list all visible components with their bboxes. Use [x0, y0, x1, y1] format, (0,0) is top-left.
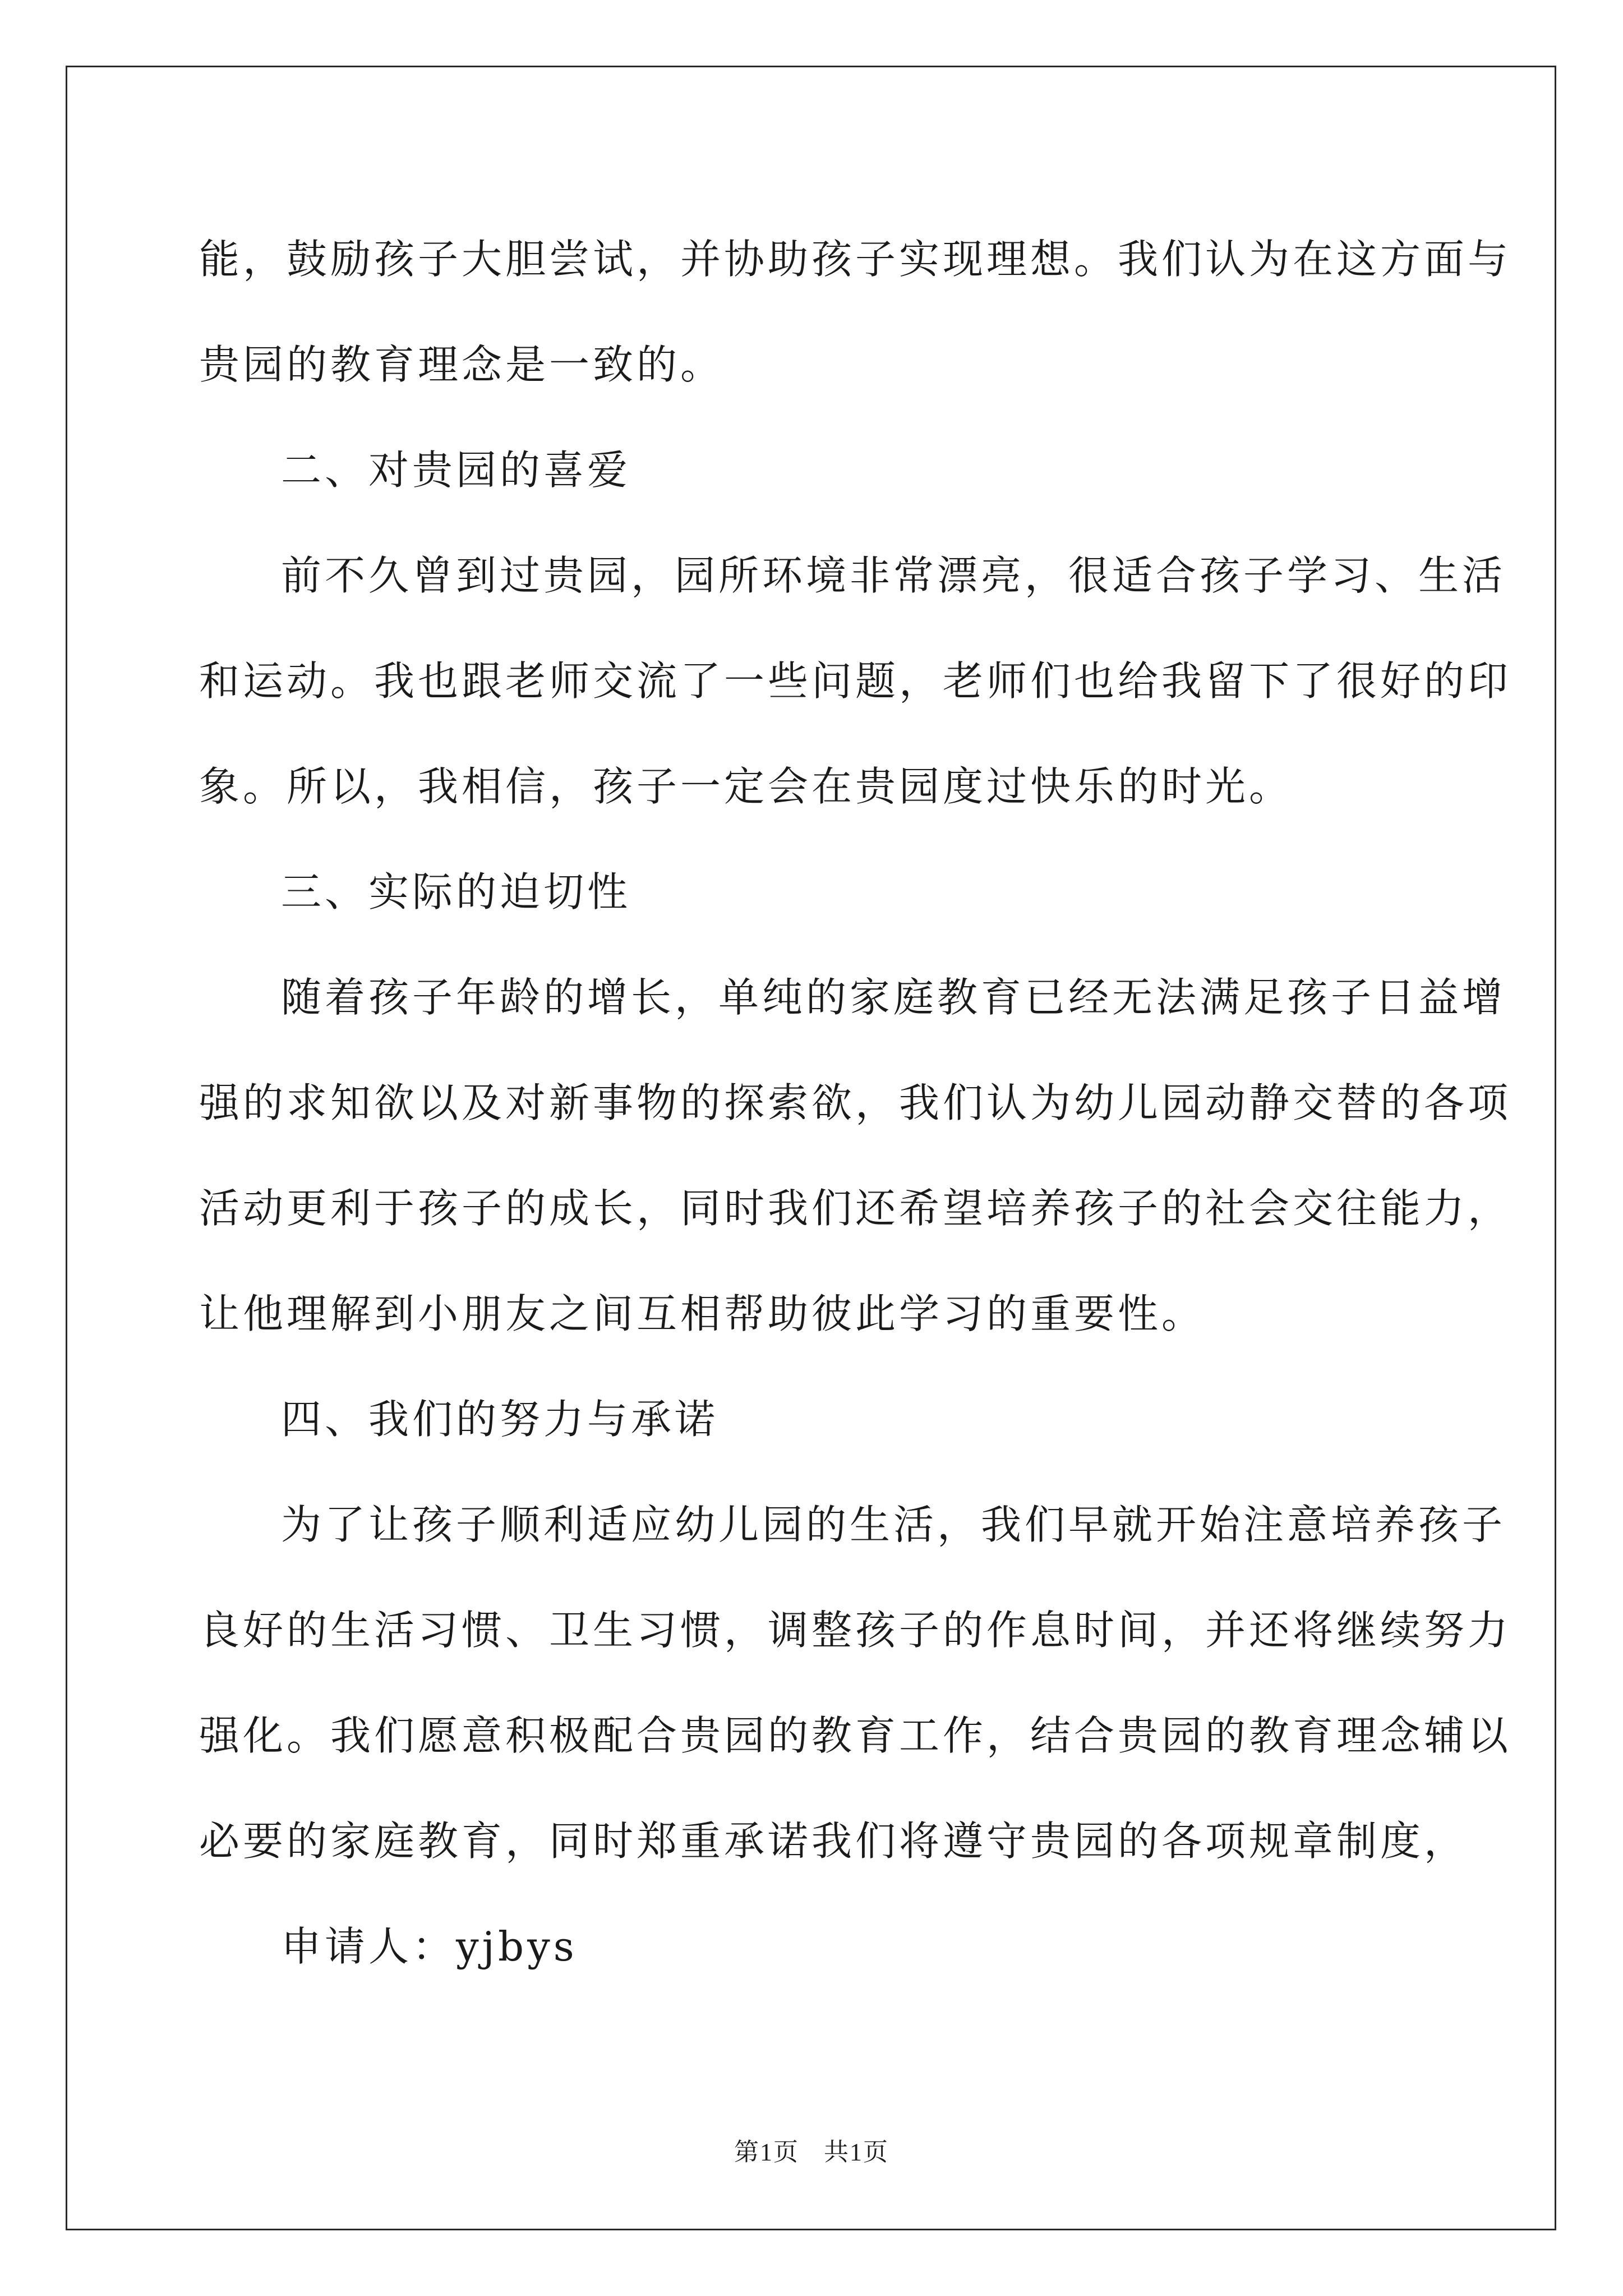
paragraph-line: 贵园的教育理念是一致的。 [199, 341, 725, 388]
section-heading-3: 三、实际的迫切性 [281, 868, 631, 915]
paragraph-line: 让他理解到小朋友之间互相帮助彼此学习的重要性。 [199, 1290, 1206, 1337]
paragraph-line: 随着孩子年龄的增长，单纯的家庭教育已经无法满足孩子日益增 [281, 974, 1506, 1021]
page-number-total: 共1页 [824, 2138, 889, 2166]
paragraph-line: 和运动。我也跟老师交流了一些问题，老师们也给我留下了很好的印 [199, 657, 1512, 705]
paragraph-line: 前不久曾到过贵园，园所环境非常漂亮，很适合孩子学习、生活 [281, 552, 1506, 599]
paragraph-line: 活动更利于孩子的成长，同时我们还希望培养孩子的社会交往能力， [199, 1185, 1512, 1232]
section-heading-4: 四、我们的努力与承诺 [281, 1396, 719, 1443]
page-footer [0, 2132, 1623, 2168]
paragraph-line: 良好的生活习惯、卫生习惯，调整孩子的作息时间，并还将继续努力 [199, 1607, 1512, 1654]
paragraph-line: 能，鼓励孩子大胆尝试，并协助孩子实现理想。我们认为在这方面与 [199, 236, 1512, 283]
paragraph-line: 象。所以，我相信，孩子一定会在贵园度过快乐的时光。 [199, 763, 1293, 810]
paragraph-line: 强的求知欲以及对新事物的探索欲，我们认为幼儿园动静交替的各项 [199, 1079, 1512, 1126]
paragraph-line: 必要的家庭教育，同时郑重承诺我们将遵守贵园的各项规章制度， [199, 1818, 1468, 1865]
paragraph-line: 强化。我们愿意积极配合贵园的教育工作，结合贵园的教育理念辅以 [199, 1712, 1512, 1759]
section-heading-2: 二、对贵园的喜爱 [281, 447, 631, 494]
applicant-signature-line: 申请人：yjbys [281, 1923, 578, 1970]
page-number-current: 第1页 [734, 2138, 799, 2166]
paragraph-line: 为了让孩子顺利适应幼儿园的生活，我们早就开始注意培养孩子 [281, 1501, 1506, 1548]
document-body [199, 206, 1512, 1999]
